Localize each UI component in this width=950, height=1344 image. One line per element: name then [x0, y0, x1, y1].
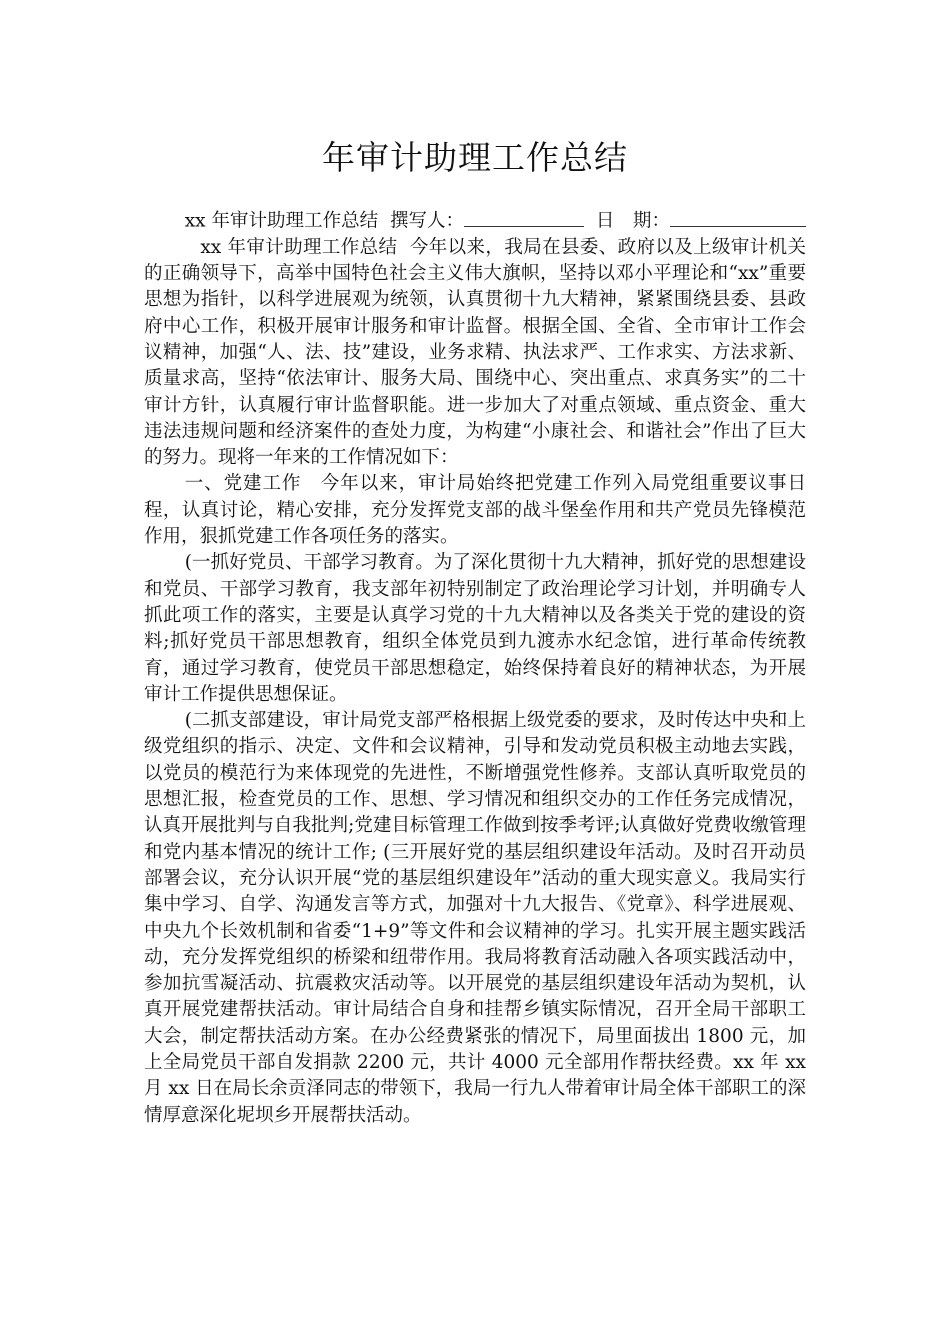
paragraph-study-education: (一抓好党员、干部学习教育。为了深化贯彻十九大精神，抓好党的思想建设和党员、干部学习教育，我支部年初特别制定了政治理论学习计划，并明确专人抓此项工作的落实，主要是认真学习党的十九大精神以及各类关于党的建设的资料;抓好党员干部思想教育，组织全体党员到九渡赤水纪念馆，进行革命传统教育，通过学习教育，使党员干部思想稳定，始终保持着良好的精神状态，为开展审计工作提供思想保证。: [144, 552, 806, 705]
paragraph-branch-building: (二抓支部建设，审计局党支部严格根据上级党委的要求，及时传达中央和上级党组织的指示、决定、文件和会议精神，引导和发动党员积极主动地去实践，以党员的模范行为来体现党的先进性，不断增强党性修养。支部认真听取党员的思想汇报，检查党员的工作、思想、学习情况和组织交办的工作任务完成情况，认真开展批判与自我批判;党建目标管理工作做到按季考评;认真做好党费收缴管理和党内基本情况的统计工作; (三开展好党的基层组织建设年活动。及时召开动员部署会议，充分认识开展“党的基层组织建设年”活动的重大现实意义。我局实行集中学习、自学、沟通发言等方式，加强对十九大报告、《党章》、科学进展观、中央九个长效机制和省委“1+9”等文件和会议精神的学习。扎实开展主题实践活动，充分发挥党组织的桥梁和纽带作用。我局将教育活动融入各项实践活动中，参加抗雪凝活动、抗震救灾活动等。以开展党的基层组织建设年活动为契机，认真开展党建帮扶活动。审计局结合自身和挂帮乡镇实际情况，召开全局干部职工大会，制定帮扶活动方案。在办公经费紧张的情况下，局里面拔出 1800 元，加上全局党员干部自发捐款 2200 元，共计 4000 元全部用作帮扶经费。xx 年 xx 月 xx 日在局长余贡泽同志的带领下，我局一行九人带着审计局全体干部职工的深情厚意深化坭坝乡开展帮扶活动。: [144, 710, 806, 1126]
paragraph-party-building: 一、党建工作 今年以来，审计局始终把党建工作列入局党组重要议事日程，认真讨论，精心安排，充分发挥党支部的战斗堡垒作用和共产党员先锋模范作用，狠抓党建工作各项任务的落实。: [144, 473, 806, 548]
author-blank: [464, 207, 584, 227]
intro-title: xx 年审计助理工作总结: [200, 236, 398, 258]
document-body: [144, 207, 806, 1129]
document-title: 年审计助理工作总结: [322, 138, 628, 177]
document-page: [144, 120, 806, 1129]
date-blank-2: [716, 207, 806, 227]
paragraph-intro: 今年以来，我局在县委、政府以及上级审计机关的正确领导下，高举中国特色社会主义伟大旗帜，坚持以邓小平理论和“xx”重要思想为指针，以科学进展观为统领，认真贯彻十九大精神，紧紧围绕县委、县政府中心工作，积极开展审计服务和审计监督。根据全国、全省、全市审计工作会议精神，加强“人、法、技”建设，业务求精、执法求严、工作求实、方法求新、质量求高，坚持“依法审计、服务大局、围绕中心、突出重点、求真务实”的二十审计方针，认真履行审计监督职能。进一步加大了对重点领域、重点资金、重大违法违规问题和经济案件的查处力度，为构建“小康社会、和谐社会”作出了巨大的努力。现将一年来的工作情况如下：: [144, 236, 807, 469]
subtitle: xx 年审计助理工作总结: [184, 210, 379, 232]
date-label: 日 期：: [595, 210, 670, 232]
header-line: [144, 207, 806, 471]
author-label: 撰写人：: [389, 210, 465, 232]
date-blank-1: [670, 207, 716, 227]
